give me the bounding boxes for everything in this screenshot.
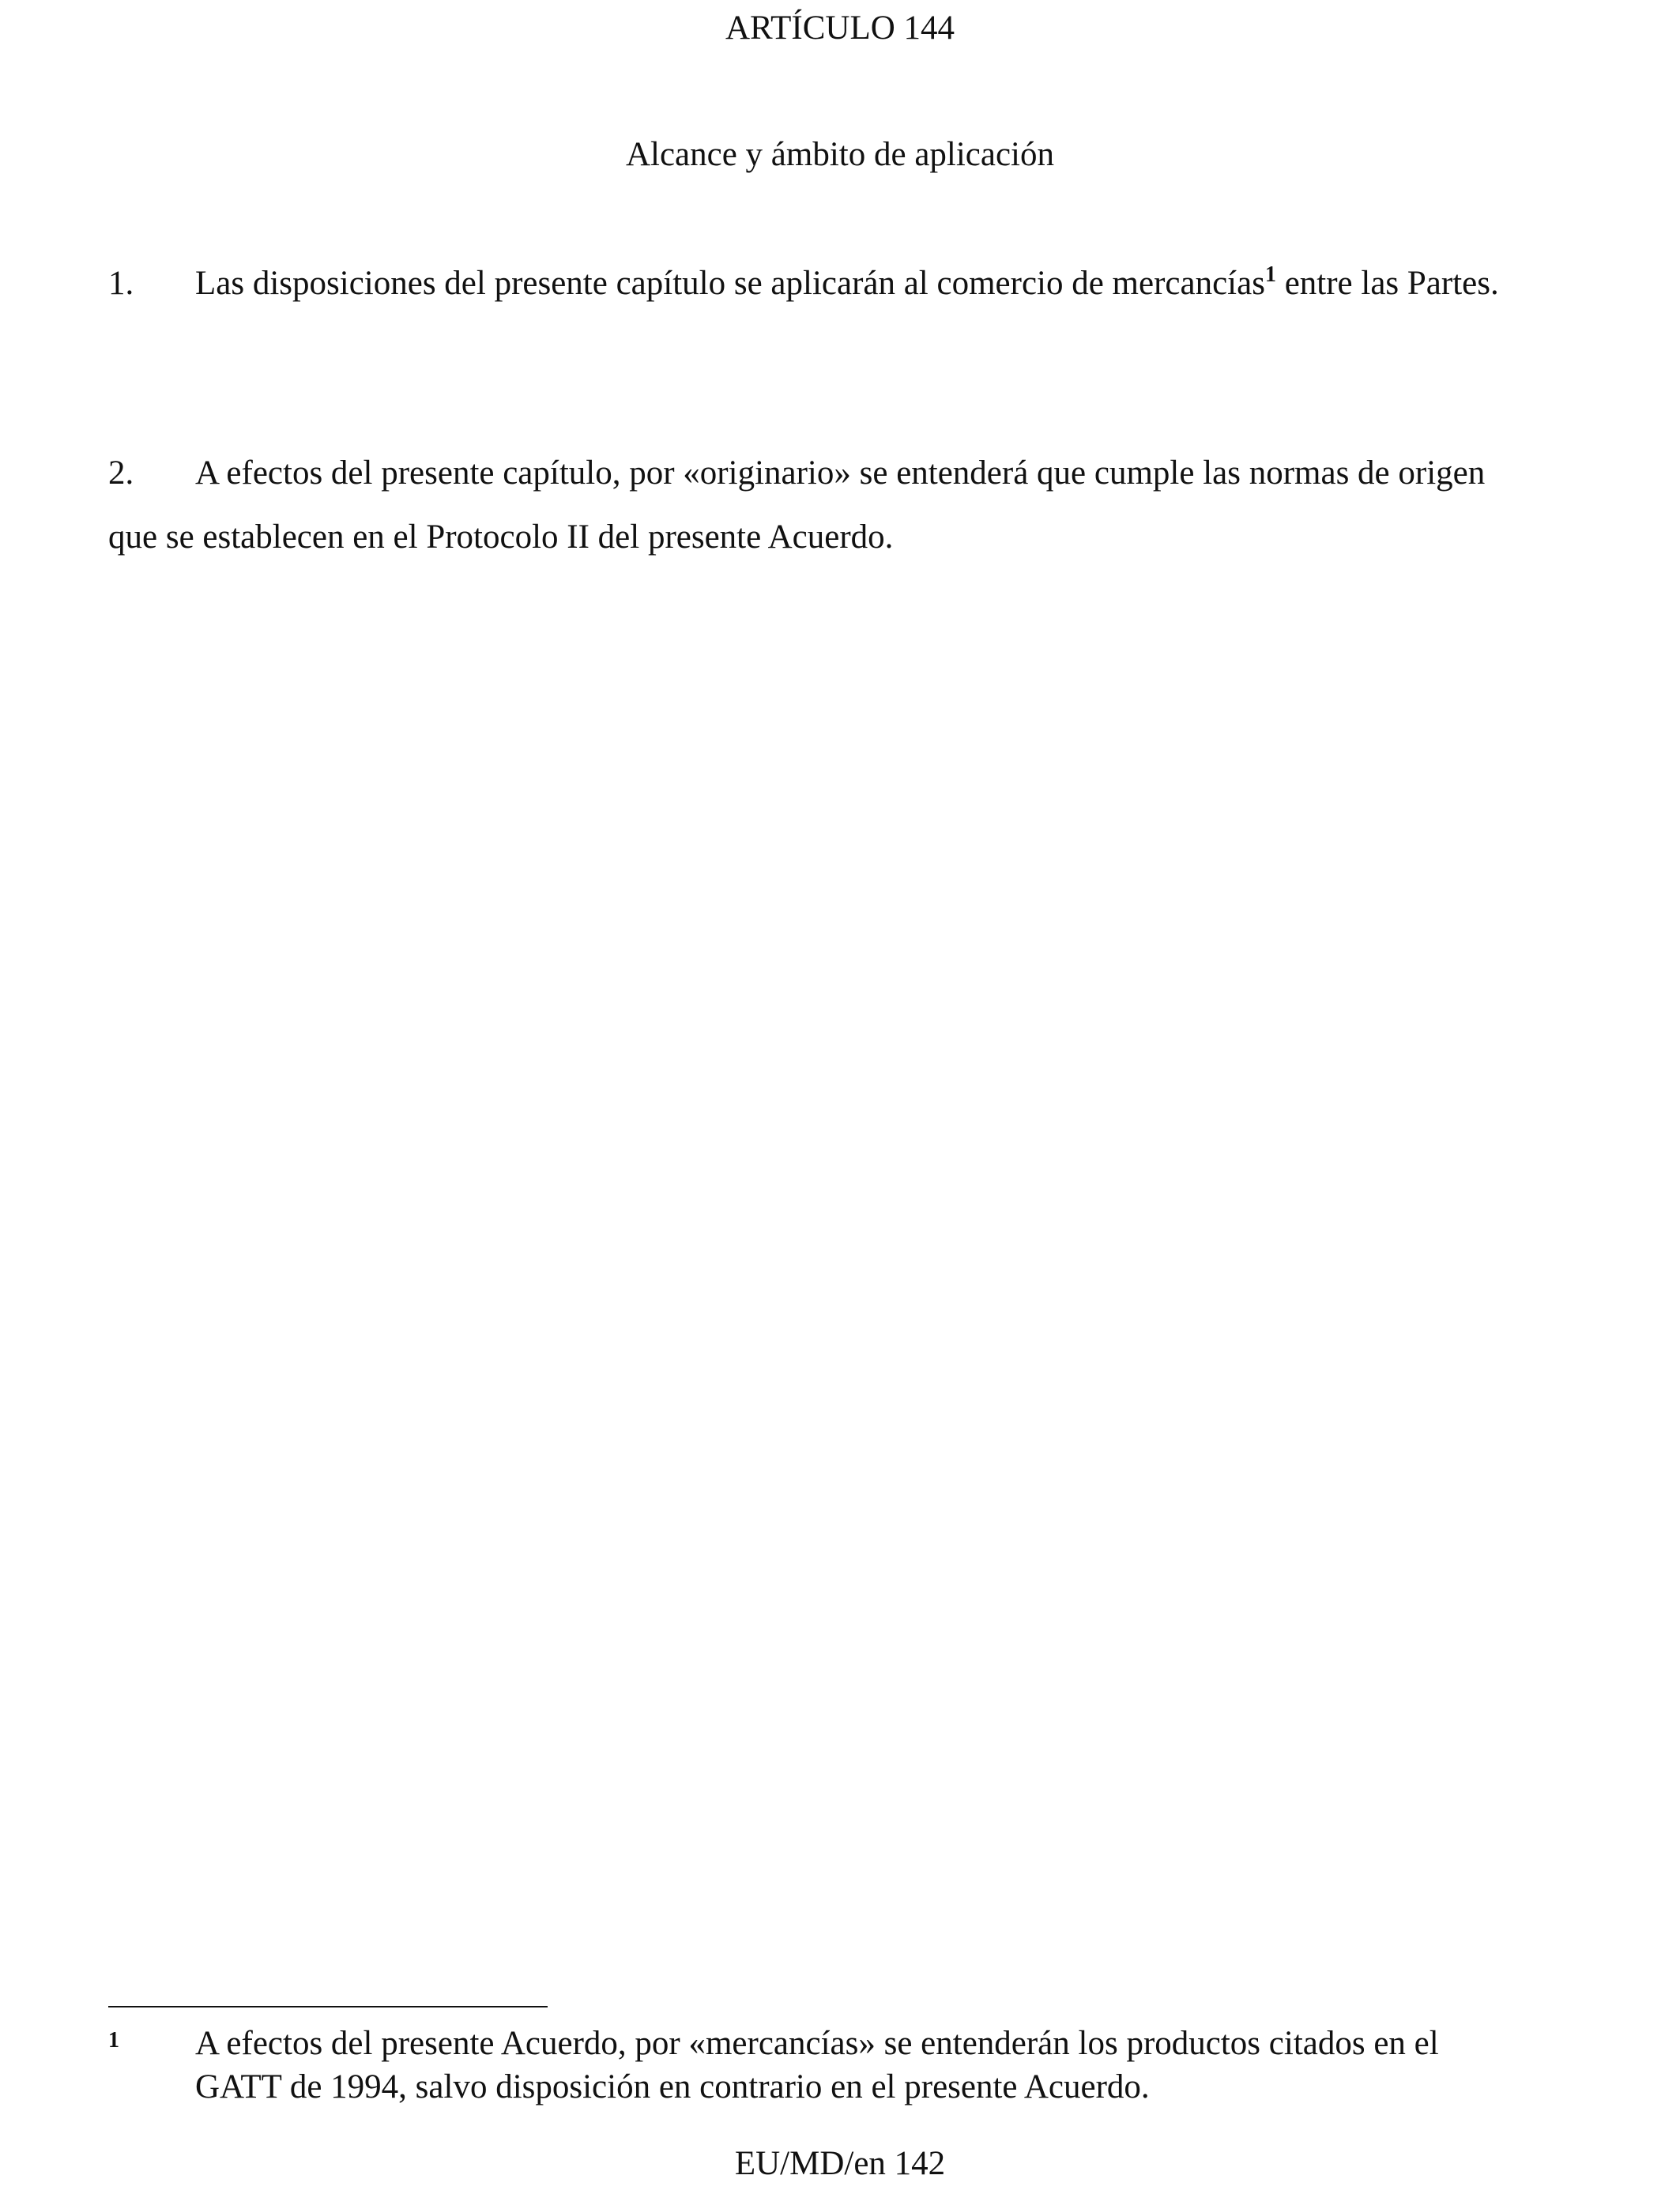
article-subtitle: Alcance y ámbito de aplicación: [625, 136, 1055, 173]
paragraph-2-number: 2.: [108, 454, 134, 492]
paragraph-1-number: 1.: [108, 265, 134, 302]
footnote-mark: 1: [108, 2028, 119, 2053]
paragraph-1-text-start: Las disposiciones del presente capítulo se aplicarán al comercio de mercancías: [195, 265, 1265, 302]
footnote-reference[interactable]: 1: [1264, 262, 1276, 287]
footnote-text: A efectos del presente Acuerdo, por «mercancías» se entenderán los productos citados en el GATT de 1994, salvo disposición en contrario en el presente Acuerdo.: [195, 2025, 1439, 2105]
article-title: ARTÍCULO 144: [725, 9, 955, 47]
paragraph-1: [108, 251, 1531, 315]
paragraph-2-text: A efectos del presente capítulo, por «originario» se entenderá que cumple las normas de origen que se establecen en el Protocolo II del presente Acuerdo.: [108, 454, 1486, 556]
page-footer-label: EU/MD/en 142: [734, 2145, 946, 2182]
paragraph-2: [108, 441, 1531, 569]
footnote-divider: [108, 2006, 548, 2007]
paragraph-1-text-end: entre las Partes.: [1275, 265, 1499, 302]
